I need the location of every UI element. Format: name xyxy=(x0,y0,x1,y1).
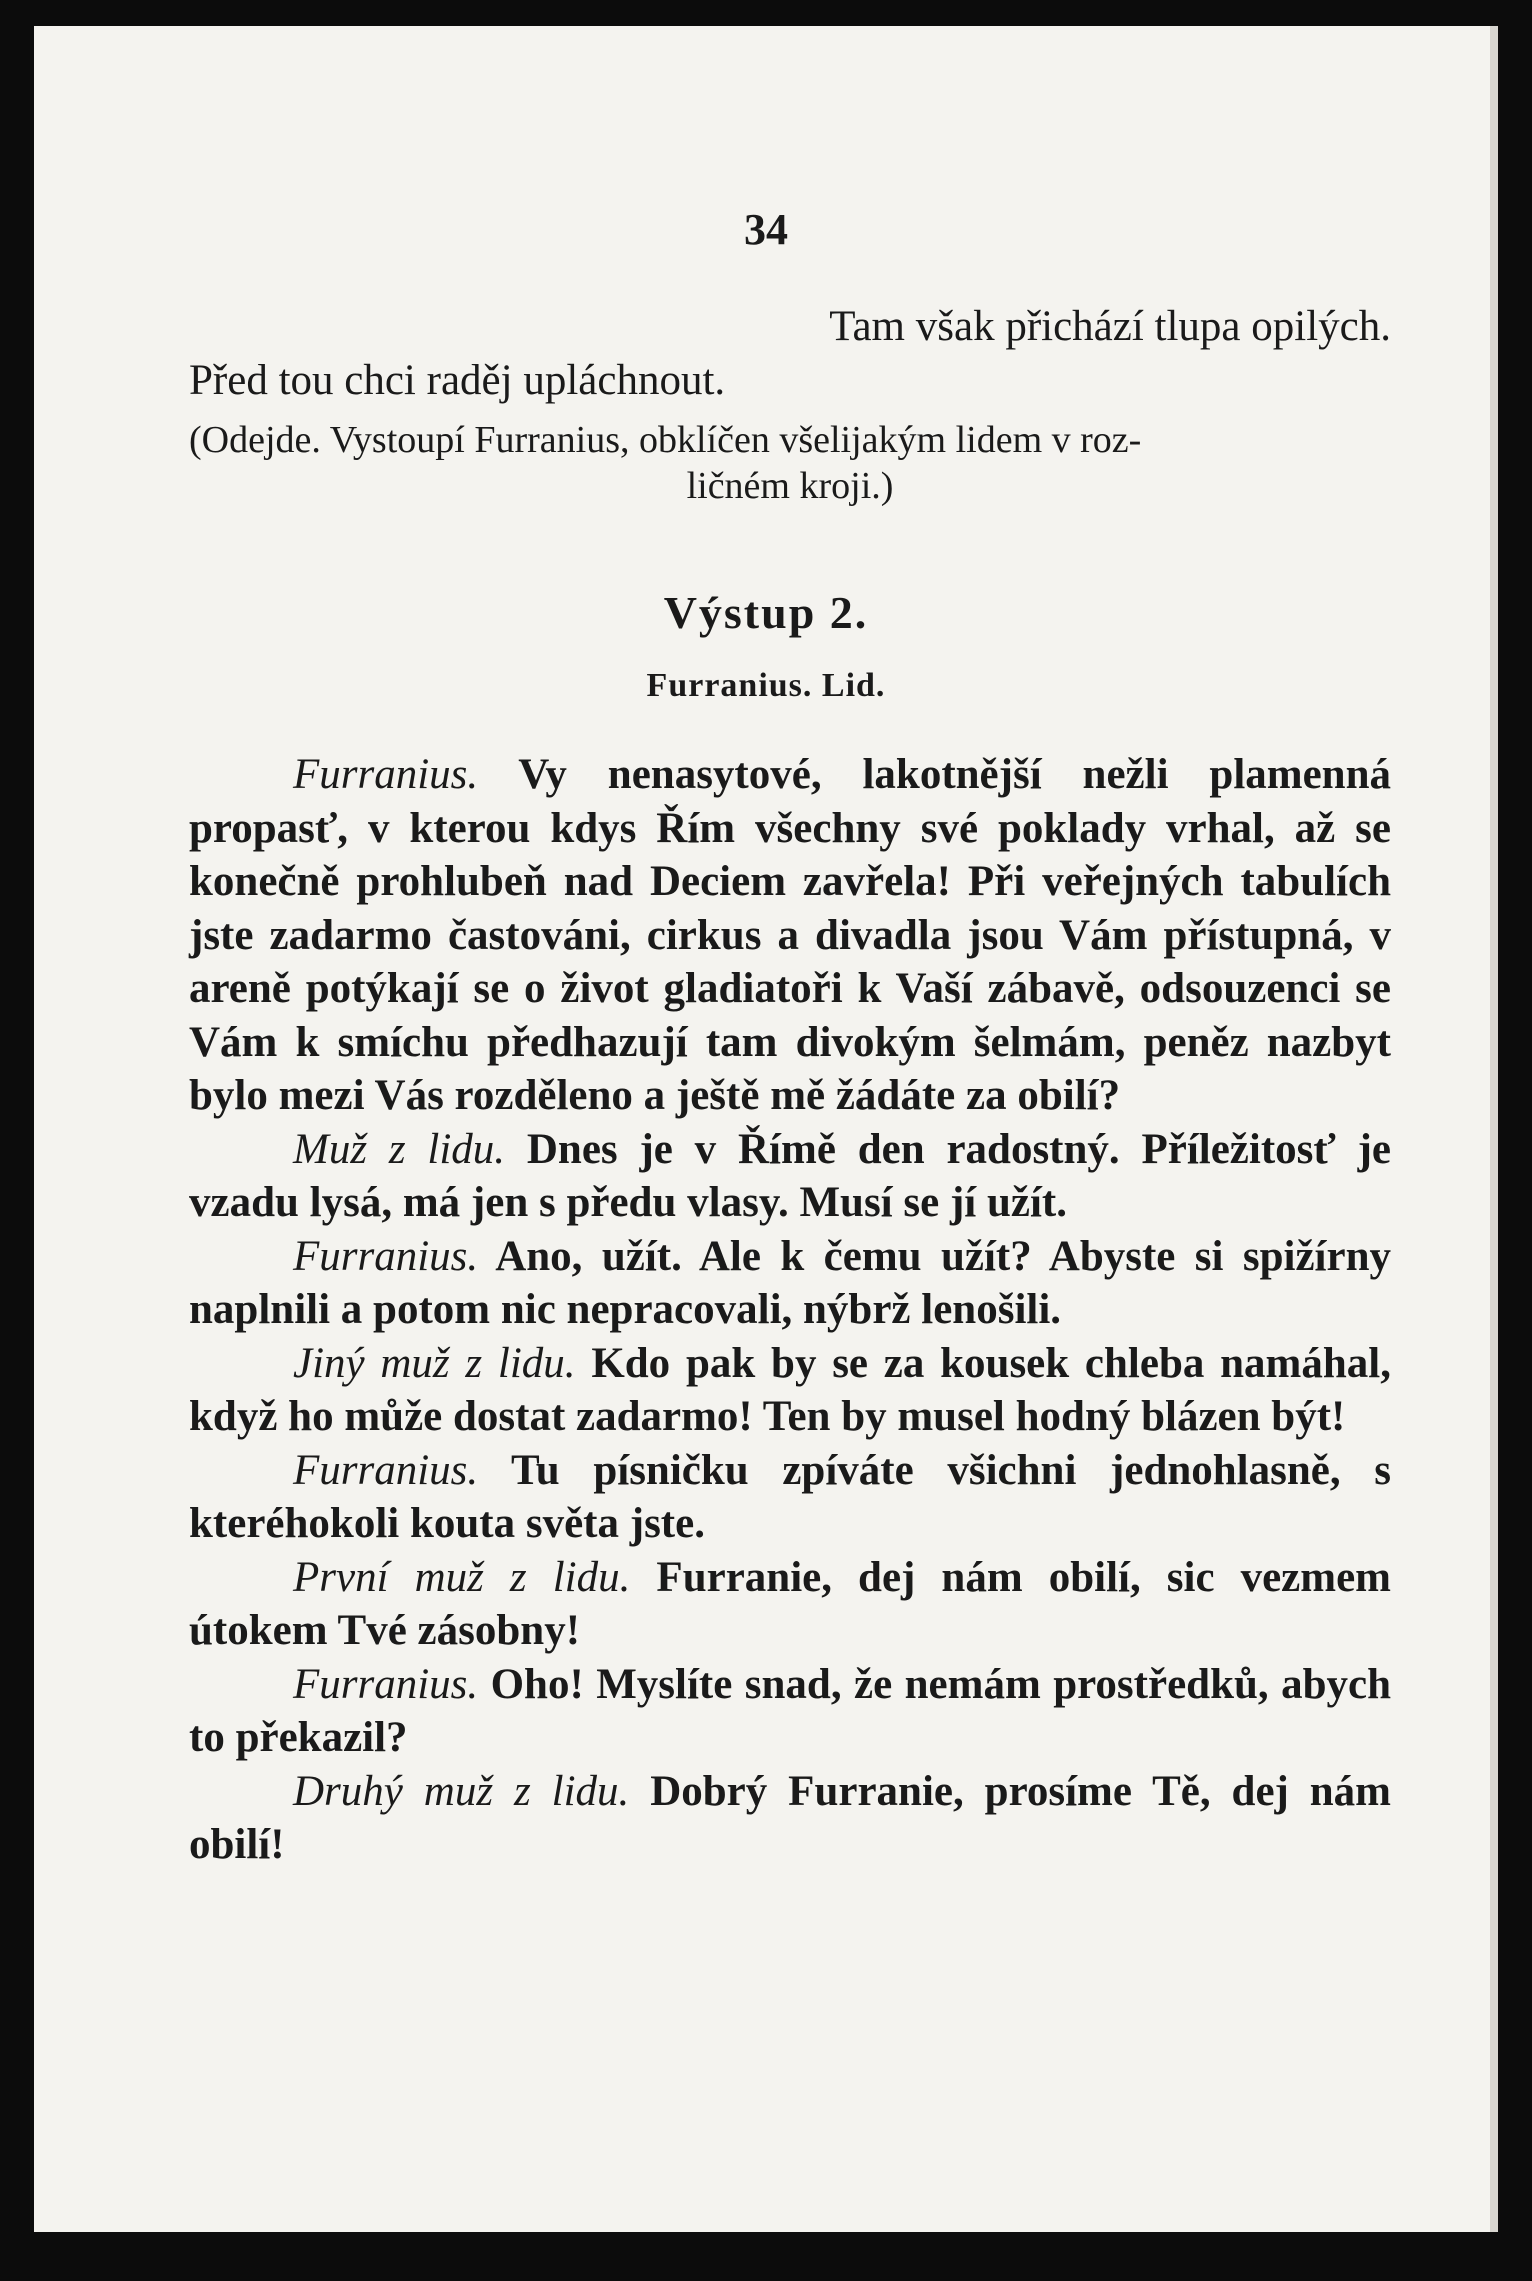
dialogue-block xyxy=(189,748,1391,1872)
speaker-name: První muž z lidu. xyxy=(293,1553,631,1601)
speaker-name: Druhý muž z lidu. xyxy=(293,1767,630,1815)
speech-paragraph xyxy=(189,1337,1391,1444)
speech-text: Ano, užít. Ale k čemu užít? Abyste si spižírny naplnili a potom nic nepracovali, nýbrž lenošili. xyxy=(189,1232,1391,1333)
speech-paragraph xyxy=(189,1551,1391,1658)
speech-text: Kdo pak by se za kousek chleba namáhal, když ho může dostat zadarmo! Ten by musel hodný blázen být! xyxy=(189,1339,1391,1440)
speaker-name: Furranius. xyxy=(293,1660,479,1708)
speaker-name: Muž z lidu. xyxy=(293,1125,506,1173)
speaker-name: Furranius. xyxy=(293,1232,479,1280)
speech-paragraph xyxy=(189,1230,1391,1337)
speech-paragraph xyxy=(189,1444,1391,1551)
stage-direction-line-1: (Odejde. Vystoupí Furranius, obklíčen všelijakým lidem v roz- xyxy=(189,419,1142,461)
speech-paragraph xyxy=(189,1658,1391,1765)
intro-verse-line-2: Před tou chci raděj upláchnout. xyxy=(189,356,726,404)
speech-text: Dnes je v Římě den radostný. Příležitosť je vzadu lysá, má jen s předu vlasy. Musí se jí užít. xyxy=(189,1125,1392,1226)
page-number: 34 xyxy=(744,205,788,254)
speech-text: Oho! Myslíte snad, že nemám prostředků, abych to překazil? xyxy=(189,1660,1391,1761)
speaker-name: Furranius. xyxy=(293,1446,479,1494)
speech-paragraph xyxy=(189,1765,1391,1872)
intro-block xyxy=(189,300,1391,509)
stage-direction xyxy=(189,417,1391,509)
speech-paragraph xyxy=(189,748,1391,1123)
speaker-name: Furranius. xyxy=(293,751,479,798)
speech-text: Furranie, dej nám obilí, sic vezmem útokem Tvé zásobny! xyxy=(189,1553,1391,1654)
stage-direction-line-2: ličném kroji.) xyxy=(686,465,894,507)
page-edge-shadow xyxy=(1490,26,1498,2232)
scene-title: Výstup 2. xyxy=(663,587,869,638)
book-page xyxy=(34,26,1498,2232)
speech-paragraph xyxy=(189,1123,1391,1230)
speech-text: Vy nenasytové, lakotnější nežli plamenná propasť, v kterou kdys Řím všechny své poklady vrhal, až se konečně prohlubeň nad Deciem zavřela! Při veřejných tabulích jste zadarmo častováni, cirkus a divadla jsou Vám přístupná, v areně potýkají se o život gladiatoři k Vaší zábavě, odsouzenci se Vám k smíchu předhazují tam divokým šelmám, peněz nazbyt bylo mezi Vás rozděleno a ještě mě žádáte za obilí? xyxy=(189,751,1391,1119)
intro-verse-line-1: Tam však přichází tlupa opilých. xyxy=(829,303,1391,350)
speech-text: Dobrý Furranie, prosíme Tě, dej nám obilí! xyxy=(189,1767,1391,1868)
character-list: Furranius. Lid. xyxy=(646,667,886,704)
speaker-name: Jiný muž z lidu. xyxy=(293,1339,576,1387)
speech-text: Tu písničku zpíváte všichni jednohlasně, s kteréhokoli kouta světa jste. xyxy=(189,1446,1391,1547)
